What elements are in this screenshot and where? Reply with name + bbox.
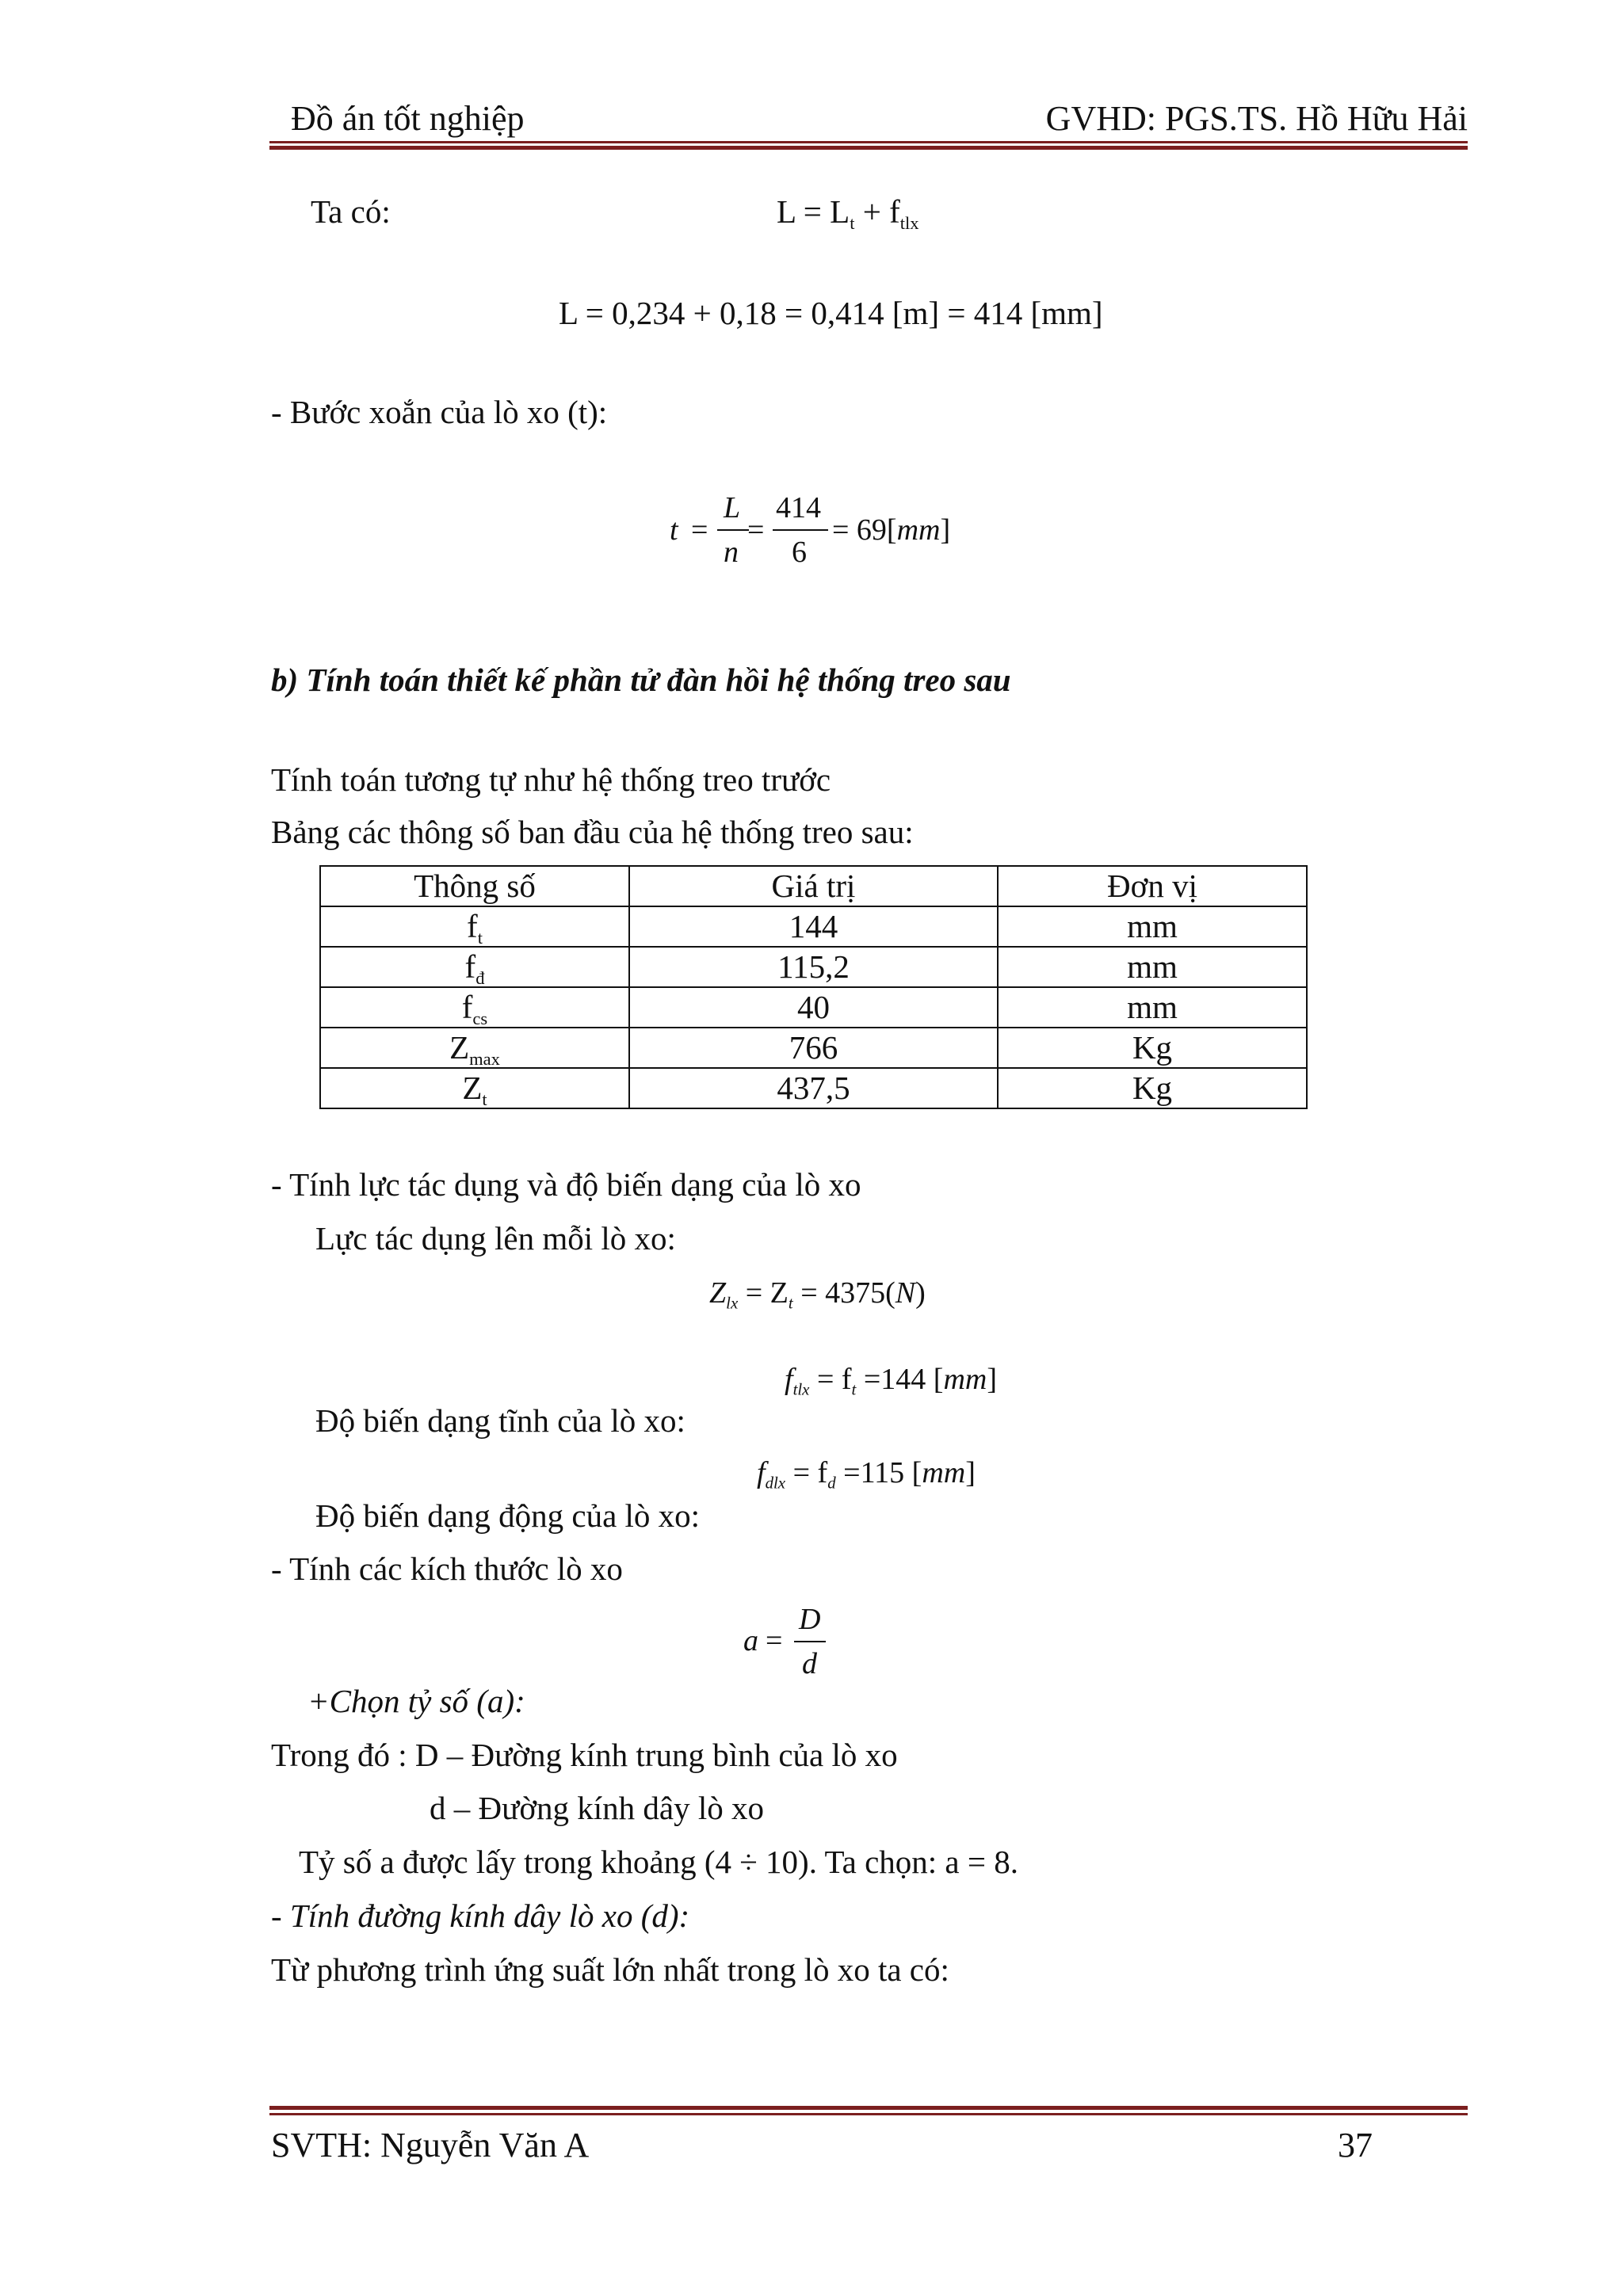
dyn-eq: = f [785,1456,828,1489]
header-rule-thick [269,146,1468,150]
table-row [320,1028,1307,1068]
force-rest: = 4375( [792,1276,896,1310]
fraction-l-over-n [717,493,749,572]
cell-unit: mm [998,906,1307,947]
frac-bar [717,529,749,531]
frac-bar [773,529,828,531]
frac-den-d: d [802,1647,817,1680]
ta-co-label: Ta có: [311,193,391,230]
header-rule-thin [269,141,1468,143]
step-result: = 69[ [832,513,897,547]
fraction-414-over-6 [773,493,828,572]
cell-symbol: $Z_t$ [320,1068,629,1108]
dyn-rest: =115 [ [835,1456,922,1489]
table-row [320,947,1307,987]
cell-unit: Kg [998,1028,1307,1068]
static-sub-tlx: tlx [792,1379,810,1399]
header-right: GVHD: PGS.TS. Hồ Hữu Hải [1045,99,1468,138]
similar-calc-text: Tính toán tương tự như hệ thống treo trước [271,761,831,798]
page-number: 37 [1338,2126,1373,2164]
frac-bar [794,1641,826,1642]
force-sub-lx: lx [726,1293,739,1313]
static-unit: mm [943,1363,987,1396]
dyn-f: f [757,1456,766,1489]
equation-l-value: L = 0,234 + 0,18 = 0,414 [m] = 414 [mm] [559,295,1103,331]
cell-value: 40 [629,987,998,1028]
where-line-2: d – Đường kính dây lò xo [430,1790,764,1826]
force-equation [709,1276,926,1313]
cell-value: 115,2 [629,947,998,987]
force-n: N [895,1276,916,1310]
step-eq-t: t [670,513,678,547]
footer-student: SVTH: Nguyễn Văn A [271,2126,590,2164]
static-deflection-equation [785,1363,997,1399]
ratio-equals: = [766,1624,783,1657]
cell-symbol: $Z_{max}$ [320,1028,629,1068]
force-sub-t: t [788,1293,793,1313]
dyn-unit: mm [922,1456,966,1489]
step-eq-equals-2: = [747,513,765,547]
cell-unit: mm [998,987,1307,1028]
step-eq-equals: = [691,513,708,547]
table-row [320,987,1307,1028]
force-label: Lực tác dụng lên mỗi lò xo: [315,1220,676,1257]
cell-unit: Kg [998,1068,1307,1108]
step-label: - Bước xoắn của lò xo (t): [271,394,608,430]
static-f: f [785,1363,793,1396]
step-eq-result [832,515,950,545]
dyn-close: ] [965,1456,976,1489]
cell-symbol: $f_{cs}$ [320,987,629,1028]
ratio-range-text: Tỷ số a được lấy trong khoảng (4 ÷ 10). Ta chọn: a = 8. [299,1844,1018,1880]
table-row [320,906,1307,947]
ratio-a: a [743,1624,758,1657]
cell-value: 437,5 [629,1068,998,1108]
col-header-unit: Đơn vị [998,866,1307,906]
dyn-sub-d: d [827,1473,836,1493]
static-deflection-label: Độ biến dạng tĩnh của lò xo: [315,1402,685,1439]
table-row [320,1068,1307,1108]
dynamic-deflection-equation [757,1456,976,1493]
frac-num-D: D [799,1603,821,1636]
eq1-mid: + f [854,193,900,230]
force-eq: = Z [738,1276,789,1310]
cell-symbol: $f_đ$ [320,947,629,987]
frac-num-l: L [724,491,741,524]
col-header-parameter: Thông số [320,866,629,906]
max-stress-text: Từ phương trình ứng suất lớn nhất trong lò xo ta có: [271,1951,949,1988]
eq1-sub-tlx: tlx [899,212,919,233]
step-unit: mm [896,513,941,547]
choose-ratio-text: +Chọn tỷ số (a): [307,1683,525,1719]
static-close: ] [987,1363,997,1396]
where-line-1: Trong đó : D – Đường kính trung bình của lò xo [271,1737,898,1773]
force-heading: - Tính lực tác dụng và độ biến dạng của lò xo [271,1166,861,1203]
static-eq: = f [809,1363,852,1396]
cell-unit: mm [998,947,1307,987]
table-header-row [320,866,1307,906]
frac-den-6: 6 [792,536,807,569]
footer-rule-thin [269,2113,1468,2115]
eq1-sub-t: t [850,212,855,233]
step-close: ] [940,513,951,547]
static-sub-t: t [851,1379,857,1399]
static-rest: =144 [ [856,1363,944,1396]
cell-value: 766 [629,1028,998,1068]
section-b-heading: b) Tính toán thiết kế phần tử đàn hồi hệ thống treo sau [271,662,1011,698]
col-header-value: Giá trị [629,866,998,906]
dyn-sub-dlx: dlx [765,1473,786,1493]
parameters-table [319,865,1308,1109]
eq1-lhs: L = L [777,193,850,230]
header-left: Đồ án tốt nghiệp [291,99,525,138]
dynamic-deflection-label: Độ biến dạng động của lò xo: [315,1497,701,1534]
equation-l [777,193,919,233]
cell-value: 144 [629,906,998,947]
force-close: ) [915,1276,926,1310]
footer-rule-thick [269,2106,1468,2110]
wire-diameter-heading: - Tính đường kính dây lò xo (d): [271,1897,690,1934]
frac-den-n: n [724,536,739,569]
table-caption: Bảng các thông số ban đầu của hệ thống treo sau: [271,814,914,850]
cell-symbol: $f_t$ [320,906,629,947]
force-z: Z [709,1276,727,1310]
frac-num-414: 414 [776,491,821,524]
fraction-d-over-d [794,1604,826,1684]
dimensions-heading: - Tính các kích thước lò xo [271,1550,623,1587]
